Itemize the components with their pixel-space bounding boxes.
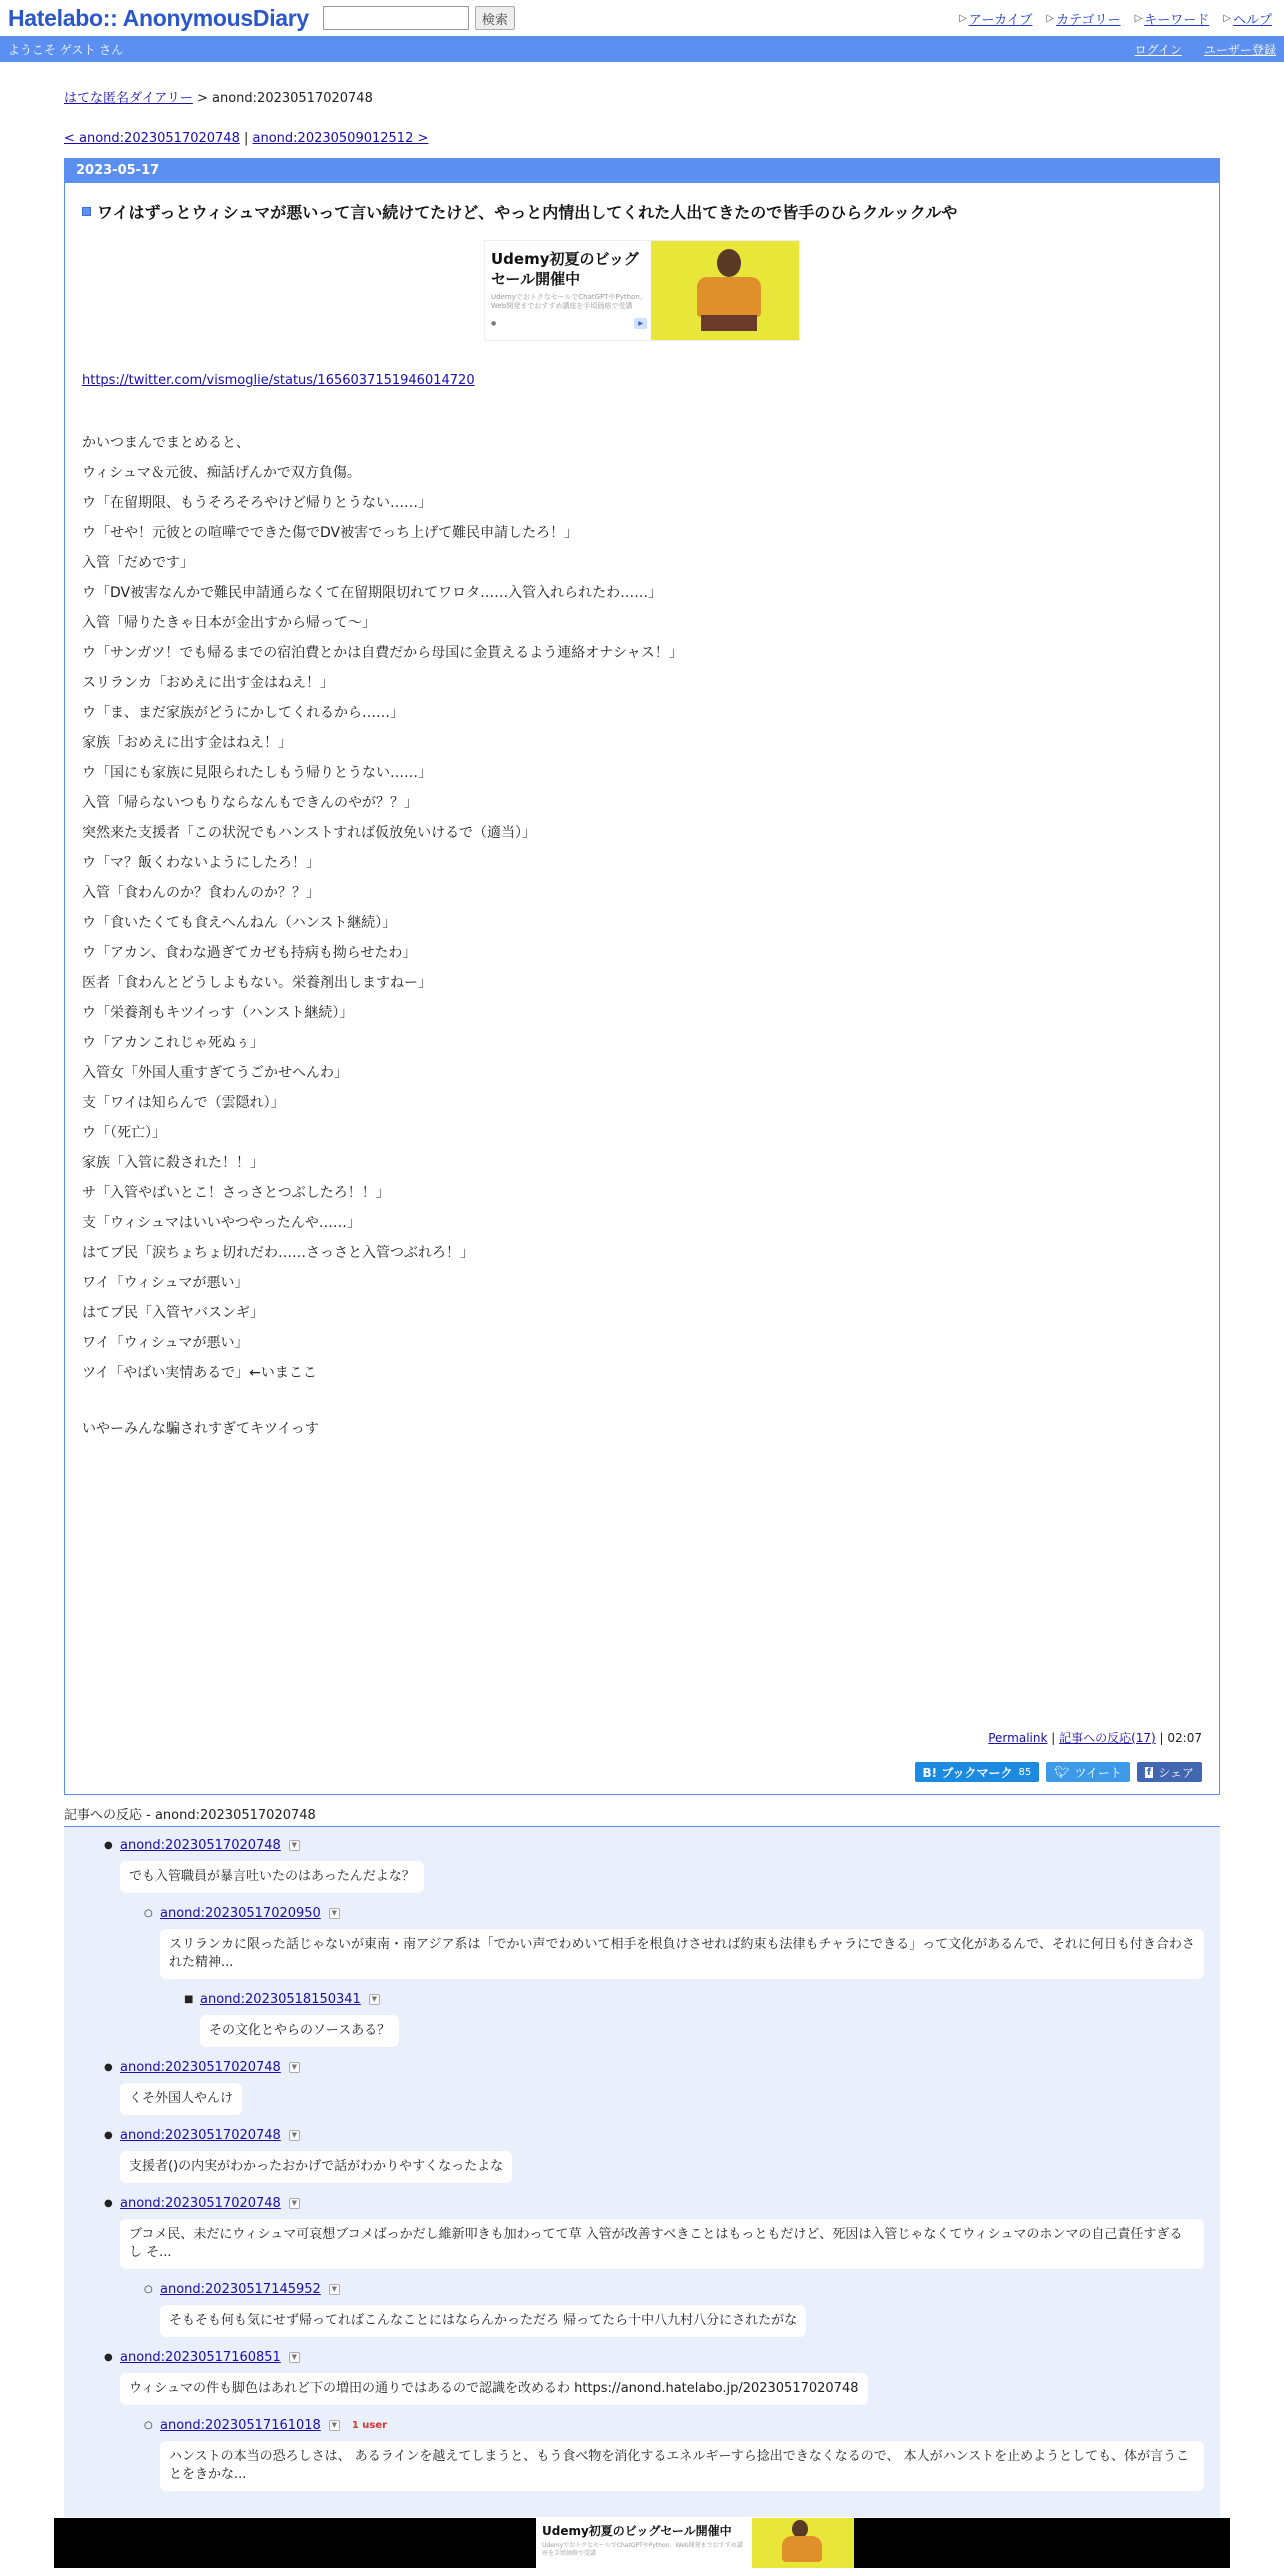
reaction-excerpt: でも入管職員が暴言吐いたのはあったんだよな？	[120, 1861, 424, 1893]
reaction-link[interactable]: anond:20230517020748	[120, 2195, 281, 2211]
ad-row	[491, 318, 647, 329]
reaction-link[interactable]: anond:20230517160851	[120, 2349, 281, 2365]
tweet-button[interactable]	[1046, 1762, 1130, 1782]
entry-line: サ「入管やばいとこ！さっさとつぶしたろ！！」	[82, 1185, 390, 1201]
ad-subtext: UdemyでおトクなセールでChatGPTやPython、Web開発までおすすめ講座を手頃価格で受講	[491, 293, 647, 310]
welcome-bar	[0, 36, 1284, 62]
facebook-icon: f	[1146, 1766, 1152, 1778]
reaction-header	[104, 2057, 1204, 2077]
entry-line: 入管「食わんのか？食わんのか？？」	[82, 885, 320, 901]
chevron-down-icon[interactable]: ▼	[329, 1908, 340, 1919]
reaction-item	[80, 2279, 1204, 2347]
hatena-bookmark-label: B! ブックマーク	[922, 1765, 1013, 1780]
reaction-excerpt: くそ外国人やんけ	[120, 2083, 242, 2115]
entry-line: 支「ウィシュマはいいやつやったんや……」	[82, 1215, 361, 1231]
arrow-icon: ▷	[1134, 12, 1143, 24]
reactions-header	[64, 1804, 1220, 1827]
entry-line: 医者「食わんとどうしよもない。栄養剤出しますねー」	[82, 975, 432, 991]
breadcrumb-home[interactable]: はてな匿名ダイアリー	[64, 91, 193, 106]
reaction-item	[80, 1835, 1204, 1903]
reactions-link[interactable]: 記事への反応(17)	[1059, 1731, 1156, 1745]
permalink[interactable]: Permalink	[988, 1731, 1048, 1745]
entry-line: ウ「在留期限、もうそろそろやけど帰りとうない……」	[82, 495, 432, 511]
entry-line: 入管「帰りたきゃ日本が金出すから帰って～」	[82, 615, 376, 631]
reaction-item	[80, 2057, 1204, 2125]
person-body	[697, 277, 761, 317]
reaction-item	[80, 2415, 1204, 2501]
entry-line: スリランカ「おめえに出す金はねえ！」	[82, 675, 334, 691]
entry-line: ウ「食いたくても食えへんねん（ハンスト継続）」	[82, 915, 397, 931]
breadcrumb	[64, 87, 1220, 106]
nav-keyword-link[interactable]: キーワード	[1144, 12, 1210, 28]
entry-line: 入管「帰らないつもりならなんもできんのやが？？」	[82, 795, 418, 811]
login-link[interactable]: ログイン	[1134, 42, 1182, 57]
reaction-header	[104, 1835, 1204, 1855]
bullet-icon: ●	[104, 2129, 113, 2141]
ad-text	[485, 241, 651, 340]
entry-line: ウ「（死亡）」	[82, 1125, 166, 1141]
reaction-excerpt: ハンストの本当の恐ろしさは、 あるラインを越えてしまうと、もう食べ物を消化するエネルギーすら捻出できなくなるので、 本人がハンストを止めようとしても、体が言うことをきかな...	[160, 2441, 1204, 2491]
reaction-excerpt: スリランカに限った話じゃないが東南・南アジア系は「でかい声でわめいて相手を根負けさせれば約束も法律もチャラにできる」って文化があるんで、それに何日も付き合わされた精神...	[160, 1929, 1204, 1979]
reaction-header	[104, 2347, 1204, 2367]
reaction-link[interactable]: anond:20230517020748	[120, 2127, 281, 2143]
nav-category-link[interactable]: カテゴリー	[1056, 12, 1121, 28]
chevron-down-icon[interactable]: ▼	[289, 2198, 300, 2209]
bullet-icon: ■	[184, 1993, 194, 2005]
entry-line: ウ「マ？飯くわないようにしたろ！」	[82, 855, 320, 871]
day-section	[64, 158, 1220, 1795]
entry-line: かいつまんでまとめると、	[82, 435, 250, 451]
reaction-link[interactable]: anond:20230517020950	[160, 1905, 321, 1921]
footer-separator: |	[1155, 1731, 1168, 1745]
bottom-ad-text	[536, 2518, 752, 2568]
welcome-text: ようこそ ゲスト さん	[8, 42, 124, 57]
nav-keyword[interactable]	[1135, 9, 1210, 28]
reaction-excerpt: ブコメ民、未だにウィシュマ可哀想ブコメばっかだし維新叩きも加わってて草 入管が改善すべきことはもっともだけど、死因は入管じゃなくてウィシュマのホンマの自己責任すぎるし そ...	[120, 2219, 1204, 2269]
register-link[interactable]: ユーザー登録	[1203, 42, 1276, 57]
entry-line: ウ「アカン、食わな過ぎてカゼも持病も拗らせたわ」	[82, 945, 417, 961]
reactions-title-id: anond:20230517020748	[154, 1808, 316, 1823]
bottom-ad-image	[752, 2518, 854, 2568]
entry-line: ワイ「ウィシュマが悪い」	[82, 1335, 249, 1351]
site-header	[0, 0, 1284, 36]
reaction-item	[80, 2193, 1204, 2279]
chevron-down-icon[interactable]: ▼	[369, 1994, 380, 2005]
bullet-icon: ●	[104, 2197, 113, 2209]
reaction-item	[80, 2125, 1204, 2193]
chevron-down-icon[interactable]: ▼	[289, 1840, 300, 1851]
account-links	[1135, 41, 1276, 58]
footer-separator: |	[1047, 1731, 1060, 1745]
entry-line: ウ「DV被害なんかで難民申請通らなくて在留期限切れてワロタ……入管入れられたわ……」	[82, 585, 663, 601]
ad-brand-icon: ●	[491, 320, 497, 327]
person-legs	[701, 315, 757, 331]
nav-category[interactable]	[1046, 9, 1120, 28]
reaction-header	[104, 2125, 1204, 2145]
reaction-link[interactable]: anond:20230517020748	[120, 2059, 281, 2075]
arrow-icon: ▷	[959, 12, 967, 24]
entry-external-link[interactable]: https://twitter.com/vismoglie/status/1656037151946014720	[82, 373, 475, 388]
ad-title-line1: Udemy初夏のビッグ	[491, 250, 639, 268]
bottom-ad-subtext: UdemyでおトクなセールでChatGPTやPython、Web開発までおすすめ講座を手頃価格で受講	[542, 2542, 743, 2557]
bullet-icon: ●	[104, 2061, 113, 2073]
ad-person-image	[651, 241, 799, 340]
facebook-share-button[interactable]	[1137, 1762, 1202, 1782]
tweet-label: ツイート	[1074, 1765, 1122, 1780]
entry-line: ワイ「ウィシュマが悪い」	[82, 1275, 249, 1291]
entry-line: ウィシュマ＆元彼、痴話げんかで双方負傷。	[82, 465, 361, 481]
day-date: 2023-05-17	[65, 159, 1219, 183]
person-figure	[679, 241, 779, 340]
reaction-header	[144, 2279, 1204, 2299]
site-logo[interactable]: Hatelabo:: AnonymousDiary	[8, 4, 309, 31]
reaction-excerpt: 支援者()の内実がわかったおかげで話がわかりやすくなったよな	[120, 2151, 512, 2183]
chevron-down-icon[interactable]: ▼	[289, 2352, 300, 2363]
entry-line: ウ「栄養剤もキツイっす（ハンスト継続）」	[82, 1005, 354, 1021]
bullet-icon: ○	[144, 2283, 153, 2295]
bottom-ad-title: Udemy初夏のビッグセール開催中	[542, 2524, 732, 2538]
breadcrumb-current: anond:20230517020748	[212, 91, 373, 106]
reaction-link[interactable]: anond:20230517020748	[120, 1837, 281, 1853]
bullet-icon: ●	[104, 1839, 113, 1851]
reaction-header	[104, 2193, 1204, 2213]
chevron-down-icon[interactable]: ▼	[329, 2420, 340, 2431]
entry-time: 02:07	[1167, 1731, 1202, 1745]
reaction-link[interactable]: anond:20230518150341	[200, 1991, 361, 2007]
main-content	[0, 87, 1284, 2517]
person-head	[717, 249, 741, 277]
entry-line: ウ「サンガツ！でも帰るまでの宿泊費とかは自費だから母国に金貰えるよう連絡オナシャス！」	[82, 645, 683, 661]
chevron-down-icon[interactable]: ▼	[289, 2130, 300, 2141]
entry-line: はてブ民「涙ちょちょ切れだわ……さっさと入管つぶれろ！」	[82, 1245, 474, 1261]
share-buttons	[82, 1762, 1202, 1782]
search-button[interactable]: 検索	[475, 6, 515, 30]
entry-line: はてブ民「入管ヤバスンギ」	[82, 1305, 264, 1321]
reaction-excerpt: その文化とやらのソースある？	[200, 2015, 399, 2047]
entry-line: 支「ワイは知らんで（雲隠れ）」	[82, 1095, 285, 1111]
reaction-header	[184, 1989, 1204, 2009]
entry-line: ウ「せや！元彼との喧嘩でできた傷でDV被害でっち上げて難民申請したろ！」	[82, 525, 579, 541]
entry-line: ウ「国にも家族に見限られたしもう帰りとうない……」	[82, 765, 432, 781]
arrow-icon: ▷	[1223, 12, 1231, 24]
nav-archive[interactable]	[959, 9, 1032, 28]
entry-text	[82, 428, 1202, 1388]
person-figure	[772, 2518, 832, 2568]
reactions-tree	[64, 1827, 1220, 2517]
reaction-excerpt: ウィシュマの件も脚色はあれど下の増田の通りではあるので認識を改めるわ https://anond.hatelabo.jp/20230517020748	[120, 2373, 868, 2405]
reaction-item	[80, 2347, 1204, 2415]
bottom-ad-content[interactable]	[536, 2518, 854, 2568]
chevron-down-icon[interactable]: ▼	[329, 2284, 340, 2295]
ad-title-line2: セール開催中	[491, 270, 581, 288]
reactions-title-label: 記事への反応 -	[64, 1808, 155, 1823]
entry-line: 家族「入管に殺された！！」	[82, 1155, 264, 1171]
entry-line: ウ「アカンこれじゃ死ぬぅ」	[82, 1035, 264, 1051]
reaction-item	[80, 1989, 1204, 2057]
entry-pager	[64, 131, 1220, 146]
bullet-icon: ○	[144, 2419, 153, 2431]
next-entry-link[interactable]: anond:20230509012512 >	[252, 131, 429, 146]
hatena-bookmark-button[interactable]	[915, 1762, 1040, 1782]
entry-line: 突然来た支援者「この状況でもハンストすれば仮放免いけるで（適当）」	[82, 825, 537, 841]
bullet-icon: ●	[104, 2351, 113, 2363]
entry-line: ツイ「やばい実情あるで」←いまここ	[82, 1365, 317, 1381]
reaction-header	[144, 1903, 1204, 1923]
bookmark-count: 85	[1018, 1766, 1032, 1778]
reaction-link[interactable]: anond:20230517145952	[160, 2281, 321, 2297]
user-count-badge[interactable]: 1 user	[351, 2419, 388, 2431]
nav-help[interactable]	[1223, 9, 1272, 28]
entry-footer	[82, 1729, 1202, 1746]
person-body	[782, 2536, 822, 2562]
pager-separator: |	[239, 131, 253, 146]
twitter-icon: 🐦︎	[1054, 1765, 1070, 1779]
inline-ad[interactable]	[484, 240, 800, 341]
ad-cta-icon[interactable]: ▶	[634, 318, 647, 329]
reaction-link[interactable]: anond:20230517161018	[160, 2417, 321, 2433]
header-nav	[959, 9, 1276, 28]
entry-title	[82, 200, 1202, 223]
entry-last-line: いやーみんな騙されすぎてキツイっす	[82, 1421, 319, 1437]
breadcrumb-separator: >	[192, 91, 213, 106]
arrow-icon: ▷	[1046, 12, 1055, 24]
entry-body	[65, 183, 1219, 1794]
nav-archive-link[interactable]: アーカイブ	[968, 12, 1033, 28]
reaction-excerpt: そもそも何も気にせず帰ってればこんなことにはならんかっただろ 帰ってたら十中八九村八分にされたがな	[160, 2305, 806, 2337]
entry-line: 入管「だめです」	[82, 555, 194, 571]
nav-help-link[interactable]: ヘルプ	[1232, 12, 1272, 28]
bullet-icon: ○	[144, 1907, 153, 1919]
entry-line: 入管女「外国人重すぎてうごかせへんわ」	[82, 1065, 348, 1081]
entry-title-text: ワイはずっとウィシュマが悪いって言い続けてたけど、やっと内情出してくれた人出てきたので皆手のひらクルックルや	[97, 203, 958, 222]
chevron-down-icon[interactable]: ▼	[289, 2062, 300, 2073]
search-input[interactable]	[323, 6, 469, 30]
reaction-item	[80, 1903, 1204, 1989]
prev-entry-link[interactable]: < anond:20230517020748	[64, 131, 240, 146]
title-square-icon[interactable]	[82, 207, 91, 216]
bottom-ad-banner[interactable]	[54, 2518, 1230, 2568]
entry-line: 家族「おめえに出す金はねえ！」	[82, 735, 292, 751]
reaction-header	[144, 2415, 1204, 2435]
facebook-share-label: シェア	[1158, 1765, 1194, 1780]
entry-line: ウ「ま、まだ家族がどうにかしてくれるから……」	[82, 705, 404, 721]
